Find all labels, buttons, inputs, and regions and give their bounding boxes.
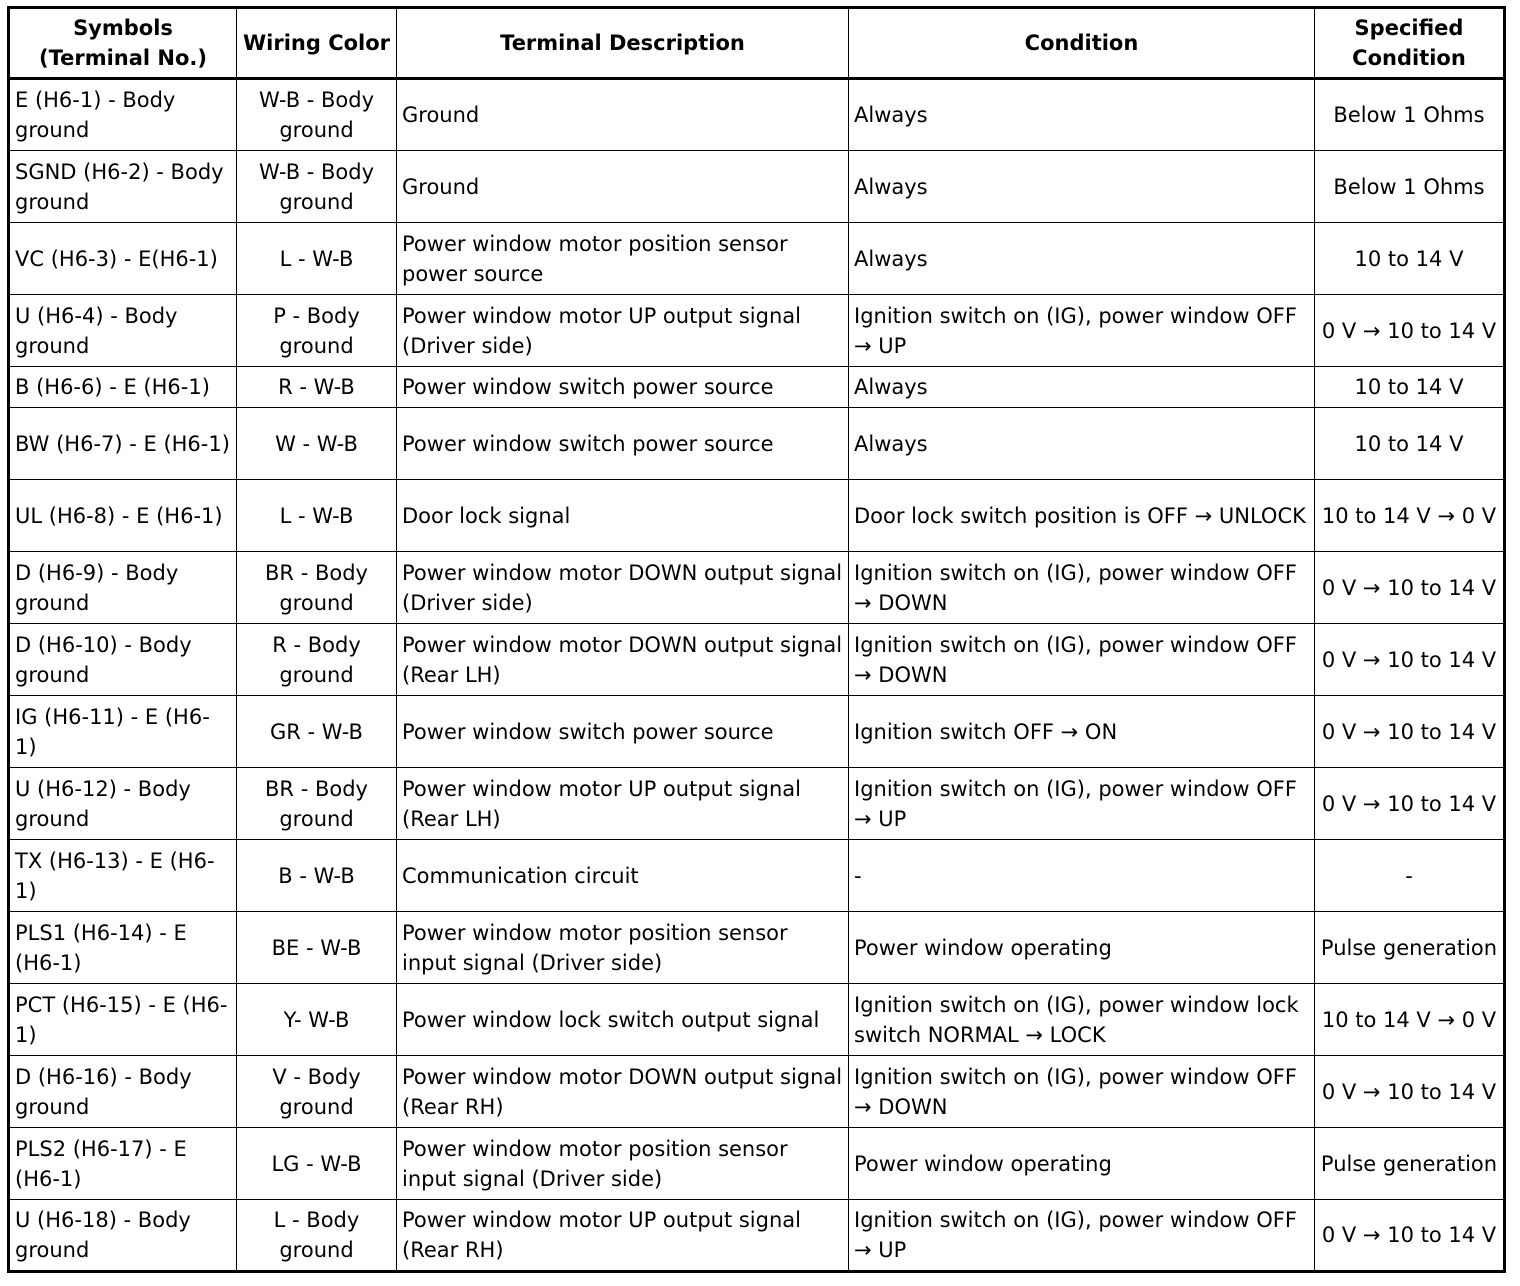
cell-wiring-color: R - W-B <box>237 367 397 408</box>
cell-terminal-description: Power window lock switch output signal <box>397 984 849 1056</box>
cell-symbol: PLS1 (H6-14) - E (H6-1) <box>9 912 237 984</box>
cell-wiring-color: GR - W-B <box>237 696 397 768</box>
table-row <box>9 552 1505 624</box>
table-row <box>9 223 1505 295</box>
cell-symbol: E (H6-1) - Body ground <box>9 79 237 151</box>
cell-symbol: UL (H6-8) - E (H6-1) <box>9 480 237 552</box>
table-row <box>9 367 1505 408</box>
header-symbols: Symbols (Terminal No.) <box>9 8 237 79</box>
cell-condition: Ignition switch on (IG), power window OFF → UP <box>849 1200 1315 1272</box>
cell-wiring-color: L - W-B <box>237 480 397 552</box>
terminal-spec-table <box>7 6 1506 1273</box>
cell-specified-condition: 0 V → 10 to 14 V <box>1315 768 1505 840</box>
cell-specified-condition: Below 1 Ohms <box>1315 79 1505 151</box>
header-condition: Condition <box>849 8 1315 79</box>
cell-condition: Ignition switch on (IG), power window lock switch NORMAL → LOCK <box>849 984 1315 1056</box>
cell-condition: Always <box>849 79 1315 151</box>
cell-condition: Ignition switch on (IG), power window OFF → UP <box>849 768 1315 840</box>
header-terminal-description: Terminal Description <box>397 8 849 79</box>
cell-symbol: U (H6-4) - Body ground <box>9 295 237 367</box>
cell-wiring-color: V - Body ground <box>237 1056 397 1128</box>
table-row <box>9 79 1505 151</box>
cell-specified-condition: 10 to 14 V → 0 V <box>1315 984 1505 1056</box>
cell-symbol: D (H6-16) - Body ground <box>9 1056 237 1128</box>
table-row <box>9 1128 1505 1200</box>
table-row <box>9 624 1505 696</box>
cell-condition: Ignition switch on (IG), power window OFF → UP <box>849 295 1315 367</box>
table-row <box>9 1200 1505 1272</box>
cell-symbol: BW (H6-7) - E (H6-1) <box>9 408 237 480</box>
table-row <box>9 984 1505 1056</box>
cell-wiring-color: R - Body ground <box>237 624 397 696</box>
cell-terminal-description: Power window switch power source <box>397 696 849 768</box>
cell-condition: Door lock switch position is OFF → UNLOCK <box>849 480 1315 552</box>
cell-symbol: U (H6-18) - Body ground <box>9 1200 237 1272</box>
cell-specified-condition: 0 V → 10 to 14 V <box>1315 624 1505 696</box>
table-row <box>9 912 1505 984</box>
cell-symbol: U (H6-12) - Body ground <box>9 768 237 840</box>
cell-terminal-description: Door lock signal <box>397 480 849 552</box>
cell-terminal-description: Power window motor DOWN output signal (Rear LH) <box>397 624 849 696</box>
table-row <box>9 840 1505 912</box>
cell-terminal-description: Ground <box>397 151 849 223</box>
cell-wiring-color: W - W-B <box>237 408 397 480</box>
cell-terminal-description: Power window motor position sensor input signal (Driver side) <box>397 912 849 984</box>
cell-wiring-color: BR - Body ground <box>237 552 397 624</box>
cell-symbol: VC (H6-3) - E(H6-1) <box>9 223 237 295</box>
table-row <box>9 480 1505 552</box>
table-row <box>9 295 1505 367</box>
cell-terminal-description: Power window motor DOWN output signal (Rear RH) <box>397 1056 849 1128</box>
header-wiring-color: Wiring Color <box>237 8 397 79</box>
cell-specified-condition: 10 to 14 V <box>1315 367 1505 408</box>
cell-terminal-description: Communication circuit <box>397 840 849 912</box>
cell-wiring-color: Y- W-B <box>237 984 397 1056</box>
cell-condition: Ignition switch on (IG), power window OFF → DOWN <box>849 552 1315 624</box>
cell-specified-condition: 0 V → 10 to 14 V <box>1315 696 1505 768</box>
cell-symbol: D (H6-9) - Body ground <box>9 552 237 624</box>
cell-condition: Always <box>849 367 1315 408</box>
cell-wiring-color: P - Body ground <box>237 295 397 367</box>
cell-symbol: TX (H6-13) - E (H6-1) <box>9 840 237 912</box>
cell-terminal-description: Power window motor UP output signal (Rear RH) <box>397 1200 849 1272</box>
cell-condition: Always <box>849 223 1315 295</box>
cell-specified-condition: Pulse generation <box>1315 912 1505 984</box>
cell-specified-condition: 0 V → 10 to 14 V <box>1315 295 1505 367</box>
cell-terminal-description: Power window motor position sensor input signal (Driver side) <box>397 1128 849 1200</box>
cell-condition: Always <box>849 151 1315 223</box>
cell-symbol: PCT (H6-15) - E (H6-1) <box>9 984 237 1056</box>
cell-specified-condition: Pulse generation <box>1315 1128 1505 1200</box>
terminal-spec-table-wrapper <box>7 6 1506 1273</box>
cell-symbol: IG (H6-11) - E (H6-1) <box>9 696 237 768</box>
table-row <box>9 768 1505 840</box>
cell-terminal-description: Power window switch power source <box>397 367 849 408</box>
cell-terminal-description: Ground <box>397 79 849 151</box>
cell-wiring-color: LG - W-B <box>237 1128 397 1200</box>
cell-specified-condition: - <box>1315 840 1505 912</box>
cell-symbol: B (H6-6) - E (H6-1) <box>9 367 237 408</box>
cell-condition: Power window operating <box>849 912 1315 984</box>
cell-terminal-description: Power window switch power source <box>397 408 849 480</box>
cell-specified-condition: Below 1 Ohms <box>1315 151 1505 223</box>
cell-symbol: D (H6-10) - Body ground <box>9 624 237 696</box>
cell-wiring-color: W-B - Body ground <box>237 151 397 223</box>
cell-specified-condition: 0 V → 10 to 14 V <box>1315 1200 1505 1272</box>
cell-specified-condition: 0 V → 10 to 14 V <box>1315 552 1505 624</box>
cell-terminal-description: Power window motor position sensor power source <box>397 223 849 295</box>
cell-condition: Ignition switch on (IG), power window OFF → DOWN <box>849 624 1315 696</box>
cell-specified-condition: 0 V → 10 to 14 V <box>1315 1056 1505 1128</box>
cell-condition: Ignition switch OFF → ON <box>849 696 1315 768</box>
cell-terminal-description: Power window motor UP output signal (Driver side) <box>397 295 849 367</box>
table-row <box>9 408 1505 480</box>
cell-wiring-color: L - Body ground <box>237 1200 397 1272</box>
cell-condition: - <box>849 840 1315 912</box>
table-row <box>9 151 1505 223</box>
cell-condition: Power window operating <box>849 1128 1315 1200</box>
cell-terminal-description: Power window motor DOWN output signal (Driver side) <box>397 552 849 624</box>
table-row <box>9 696 1505 768</box>
cell-wiring-color: BE - W-B <box>237 912 397 984</box>
table-row <box>9 1056 1505 1128</box>
cell-specified-condition: 10 to 14 V <box>1315 408 1505 480</box>
cell-condition: Always <box>849 408 1315 480</box>
cell-specified-condition: 10 to 14 V → 0 V <box>1315 480 1505 552</box>
cell-terminal-description: Power window motor UP output signal (Rear LH) <box>397 768 849 840</box>
cell-condition: Ignition switch on (IG), power window OFF → DOWN <box>849 1056 1315 1128</box>
header-specified-condition: Specified Condition <box>1315 8 1505 79</box>
cell-symbol: SGND (H6-2) - Body ground <box>9 151 237 223</box>
cell-wiring-color: BR - Body ground <box>237 768 397 840</box>
cell-wiring-color: L - W-B <box>237 223 397 295</box>
cell-wiring-color: B - W-B <box>237 840 397 912</box>
cell-specified-condition: 10 to 14 V <box>1315 223 1505 295</box>
cell-wiring-color: W-B - Body ground <box>237 79 397 151</box>
cell-symbol: PLS2 (H6-17) - E (H6-1) <box>9 1128 237 1200</box>
header-row <box>9 8 1505 79</box>
